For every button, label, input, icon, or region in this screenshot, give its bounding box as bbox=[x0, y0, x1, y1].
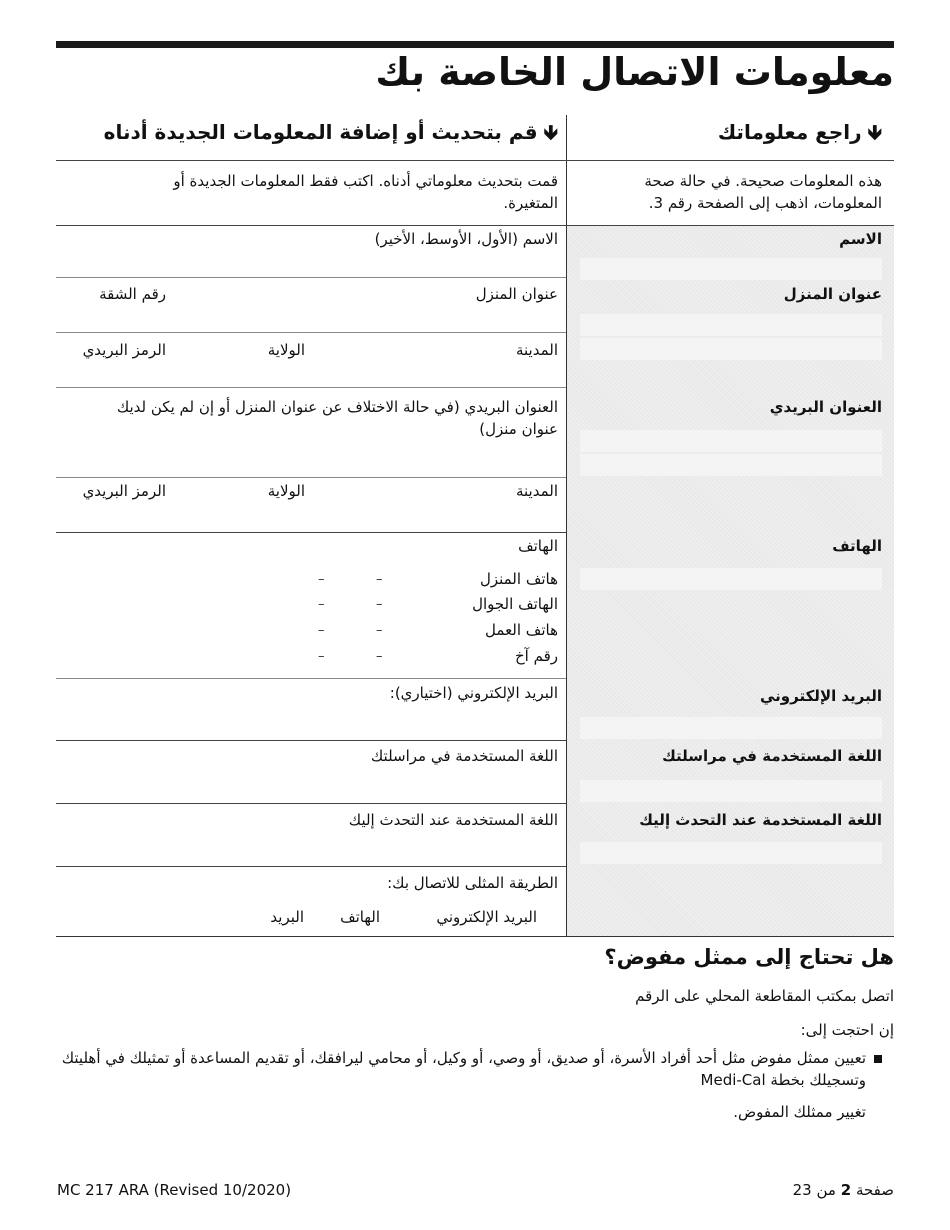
field-contact-method: الطريقة المثلى للاتصال بك: bbox=[387, 874, 558, 892]
review-value-phone bbox=[580, 568, 882, 590]
row-divider bbox=[56, 678, 566, 679]
representative-bullet2: تغيير ممثلك المفوض. bbox=[733, 1103, 866, 1121]
label-home-address: عنوان المنزل bbox=[783, 285, 882, 303]
review-column-header bbox=[718, 118, 882, 152]
field-phone-header: الهاتف bbox=[518, 537, 558, 555]
arrow-down-icon: 🡻 bbox=[543, 120, 558, 144]
field-zip[interactable]: الرمز البريدي bbox=[82, 341, 166, 359]
label-mailing-address: العنوان البريدي bbox=[769, 398, 882, 416]
arrow-down-icon: 🡻 bbox=[867, 120, 882, 144]
row-divider bbox=[56, 332, 566, 333]
section-divider bbox=[56, 740, 566, 741]
label-phone: الهاتف bbox=[832, 537, 882, 555]
section-divider bbox=[56, 532, 566, 533]
bullet-icon bbox=[874, 1055, 882, 1063]
phone-separator: – bbox=[376, 649, 383, 664]
review-value-written-language bbox=[580, 780, 882, 802]
page-current: 2 bbox=[840, 1181, 852, 1199]
table-bottom-rule bbox=[56, 936, 894, 937]
representative-line2: إن احتجت إلى: bbox=[800, 1021, 894, 1039]
field-mail-zip[interactable]: الرمز البريدي bbox=[82, 482, 166, 500]
page-of-word: من bbox=[816, 1181, 836, 1199]
field-written-language[interactable]: اللغة المستخدمة في مراسلتك bbox=[370, 747, 558, 765]
phone-type-home[interactable]: هاتف المنزل bbox=[479, 570, 558, 588]
review-value-mailing-2 bbox=[580, 454, 882, 476]
page-total: 23 bbox=[792, 1181, 812, 1199]
form-id: MC 217 ARA (Revised 10/2020) bbox=[57, 1181, 292, 1199]
label-spoken-language: اللغة المستخدمة عند التحدث إليك bbox=[639, 811, 882, 829]
header-divider bbox=[56, 160, 894, 161]
review-header-label: راجع معلوماتك bbox=[717, 120, 862, 144]
phone-separator: – bbox=[318, 623, 325, 638]
phone-separator: – bbox=[318, 572, 325, 587]
representative-bullet1: تعيين ممثل مفوض مثل أحد أفراد الأسرة، أو صديق، أو وصي، أو وكيل، أو محامي ليرافقك، أو تقديم المساعدة أو تمثيلك في أهليتك وتسجيلك بخطة Medi-Cal bbox=[61, 1049, 866, 1089]
row-divider bbox=[56, 477, 566, 478]
section-divider bbox=[56, 803, 566, 804]
review-value-mailing-1 bbox=[580, 430, 882, 452]
field-mail-city[interactable]: المدينة bbox=[515, 482, 558, 500]
phone-type-other[interactable]: رقم آخ bbox=[514, 647, 558, 665]
field-spoken-language[interactable]: اللغة المستخدمة عند التحدث إليك bbox=[348, 811, 558, 829]
update-note: قمت بتحديث معلوماتي أدناه. اكتب فقط المعلومات الجديدة أو المتغيرة. bbox=[173, 172, 558, 212]
review-value-city bbox=[580, 338, 882, 360]
top-rule bbox=[56, 41, 894, 48]
field-mail-state[interactable]: الولاية bbox=[267, 482, 305, 500]
row-divider bbox=[56, 277, 566, 278]
update-column-header bbox=[104, 118, 558, 152]
update-header-label: قم بتحديث أو إضافة المعلومات الجديدة أدناه bbox=[103, 120, 538, 144]
page-word: صفحة bbox=[855, 1181, 894, 1199]
review-note: هذه المعلومات صحيحة. في حالة صحة المعلومات، اذهب إلى الصفحة رقم 3. bbox=[644, 172, 882, 212]
contact-option-phone[interactable]: الهاتف bbox=[340, 908, 380, 926]
section-divider bbox=[56, 866, 566, 867]
field-home-address[interactable]: عنوان المنزل bbox=[475, 285, 558, 303]
representative-line1: اتصل بمكتب المقاطعة المحلي على الرقم bbox=[635, 987, 894, 1005]
row-divider bbox=[56, 387, 566, 388]
contact-option-email[interactable]: البريد الإلكتروني bbox=[436, 908, 537, 926]
label-written-language: اللغة المستخدمة في مراسلتك bbox=[662, 747, 882, 765]
review-value-spoken-language bbox=[580, 842, 882, 864]
phone-separator: – bbox=[376, 597, 383, 612]
review-value-name bbox=[580, 258, 882, 280]
phone-type-mobile[interactable]: الهاتف الجوال bbox=[472, 595, 558, 613]
phone-separator: – bbox=[376, 572, 383, 587]
phone-separator: – bbox=[376, 623, 383, 638]
contact-option-mail[interactable]: البريد bbox=[270, 908, 304, 926]
phone-separator: – bbox=[318, 597, 325, 612]
field-apt-number[interactable]: رقم الشقة bbox=[99, 285, 166, 303]
representative-title: هل تحتاج إلى ممثل مفوض؟ bbox=[604, 945, 894, 969]
phone-type-work[interactable]: هاتف العمل bbox=[485, 621, 558, 639]
phone-separator: – bbox=[318, 649, 325, 664]
label-name: الاسم bbox=[839, 230, 882, 248]
field-city[interactable]: المدينة bbox=[515, 341, 558, 359]
review-value-home-address bbox=[580, 314, 882, 336]
field-email[interactable]: البريد الإلكتروني (اختياري): bbox=[389, 684, 558, 702]
page-number bbox=[793, 1181, 894, 1199]
label-email: البريد الإلكتروني bbox=[760, 687, 882, 705]
page-title: معلومات الاتصال الخاصة بك bbox=[375, 50, 894, 94]
field-state[interactable]: الولاية bbox=[267, 341, 305, 359]
review-value-email bbox=[580, 717, 882, 739]
field-mailing-address[interactable]: العنوان البريدي (في حالة الاختلاف عن عنوان المنزل أو إن لم يكن لديك عنوان منزل) bbox=[116, 398, 558, 438]
field-name[interactable]: الاسم (الأول، الأوسط، الأخير) bbox=[374, 230, 558, 248]
